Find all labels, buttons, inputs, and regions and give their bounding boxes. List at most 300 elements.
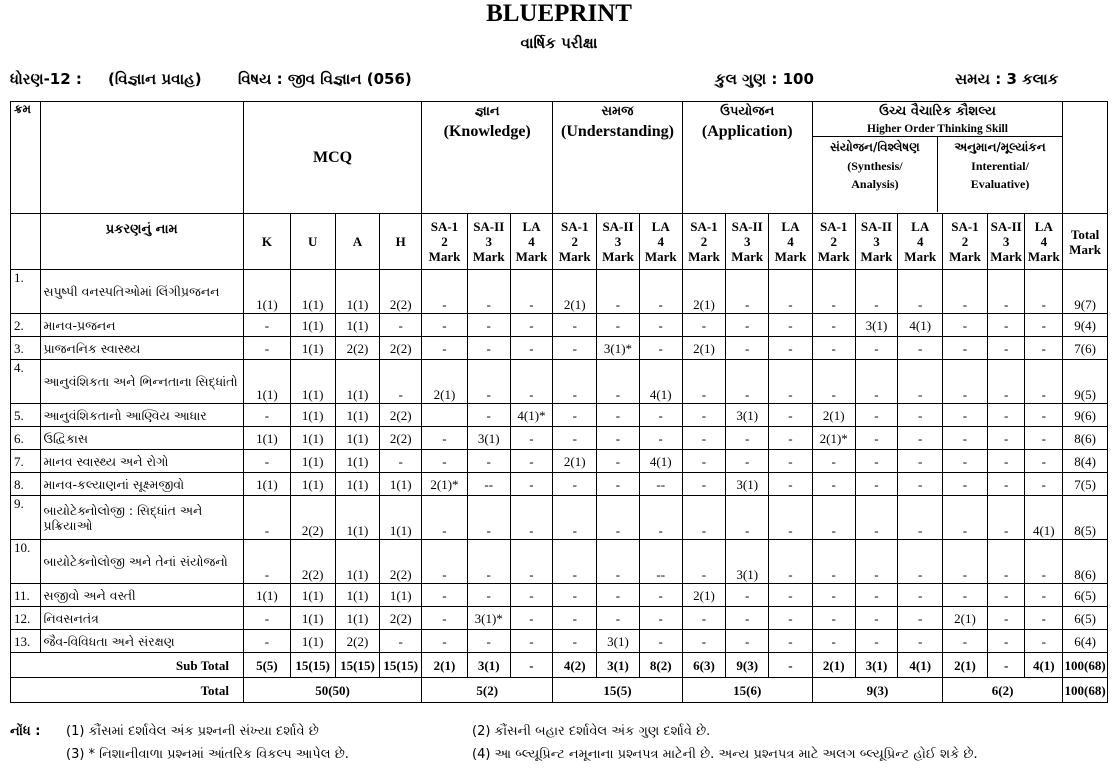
mark-type-line: Mark <box>817 249 850 264</box>
table-cell: - <box>726 270 769 314</box>
table-cell: - <box>812 584 855 607</box>
mark-type-line: SA-II <box>602 219 634 234</box>
table-cell: - <box>553 337 597 360</box>
mark-type-line: Mark <box>428 249 461 264</box>
table-cell: - <box>1025 540 1063 584</box>
table-cell: - <box>812 360 855 404</box>
topic-name: ઉદ્વિકાસ <box>40 427 244 450</box>
understanding-gu: સમજ <box>601 104 634 119</box>
table-cell: 3(1)* <box>597 337 640 360</box>
table-cell: 1(1) <box>290 270 335 314</box>
mark-type-line: 2 <box>441 234 448 249</box>
table-cell: 3(1) <box>726 404 769 427</box>
table-cell: - <box>244 607 291 630</box>
mark-type-line: LA <box>651 219 670 234</box>
blueprint-table <box>10 101 1108 703</box>
table-cell: 1(1) <box>380 584 422 607</box>
krama-sub-spacer <box>11 214 41 270</box>
table-cell: - <box>769 450 813 473</box>
table-cell: - <box>510 360 553 404</box>
application-gu: ઉપયોજન <box>720 104 775 119</box>
table-cell: - <box>510 607 553 630</box>
total-header-spacer <box>1063 102 1108 214</box>
subtotal-cell: - <box>510 653 553 678</box>
table-cell: - <box>553 404 597 427</box>
table-cell: - <box>898 450 943 473</box>
table-cell: - <box>682 427 726 450</box>
table-cell: - <box>682 473 726 496</box>
table-cell: - <box>467 540 510 584</box>
table-cell: - <box>898 584 943 607</box>
mark-type-line: SA-II <box>860 219 892 234</box>
table-cell: - <box>769 270 813 314</box>
table-cell: - <box>987 473 1025 496</box>
table-cell: - <box>597 427 640 450</box>
table-cell: - <box>1025 607 1063 630</box>
table-cell: 1(1) <box>290 450 335 473</box>
table-cell: - <box>467 630 510 653</box>
mark-type-line: Mark <box>774 249 807 264</box>
table-cell: - <box>855 404 898 427</box>
mark-type-line: SA-1 <box>690 219 718 234</box>
table-cell: - <box>898 337 943 360</box>
row-number: 9. <box>11 496 41 540</box>
application-sa1-header <box>682 214 726 270</box>
table-cell: - <box>898 427 943 450</box>
mark-type-line: 2 <box>961 234 969 249</box>
table-cell: 1(1) <box>244 270 291 314</box>
application-la-header <box>769 214 813 270</box>
subtotal-cell: - <box>769 653 813 678</box>
table-cell: - <box>769 496 813 540</box>
table-cell: 2(1) <box>422 360 468 404</box>
table-cell: - <box>244 540 291 584</box>
table-cell: 2(2) <box>380 540 422 584</box>
subtotal-cell: 15(15) <box>335 653 380 678</box>
total-row <box>11 678 1108 703</box>
table-cell: - <box>943 473 988 496</box>
knowledge-sa1-header <box>422 214 468 270</box>
table-cell: - <box>943 540 988 584</box>
table-cell: - <box>987 450 1025 473</box>
table-cell: - <box>987 584 1025 607</box>
mark-type-line: 2 <box>700 234 708 249</box>
table-cell: - <box>855 270 898 314</box>
table-cell: - <box>510 540 553 584</box>
table-cell: 1(1) <box>290 584 335 607</box>
table-cell: - <box>812 607 855 630</box>
row-number: 6. <box>11 427 41 450</box>
table-cell: - <box>597 540 640 584</box>
mark-type-line: LA <box>911 219 930 234</box>
table-cell: - <box>812 496 855 540</box>
knowledge-la-header <box>510 214 553 270</box>
table-cell: - <box>510 630 553 653</box>
table-cell: - <box>422 540 468 584</box>
table-cell: - <box>855 630 898 653</box>
table-cell: 2(2) <box>335 630 380 653</box>
table-cell: - <box>898 360 943 404</box>
subtotal-cell: 3(1) <box>467 653 510 678</box>
table-cell: -- <box>467 473 510 496</box>
table-cell: - <box>812 540 855 584</box>
table-cell: - <box>510 314 553 337</box>
table-cell: - <box>467 314 510 337</box>
topic-name: આનુવંશિકતા અને ભિન્નતાના સિદ્ધાંતો <box>40 360 244 404</box>
table-cell: - <box>855 584 898 607</box>
table-cell: - <box>597 584 640 607</box>
table-cell: - <box>639 630 682 653</box>
table-cell: - <box>422 314 468 337</box>
table-cell: - <box>380 360 422 404</box>
evaluative-en1: Interential/ <box>971 159 1029 173</box>
mark-type-line: Mark <box>688 249 720 264</box>
table-cell: - <box>943 360 988 404</box>
table-cell: 4(1) <box>1025 496 1063 540</box>
table-cell: 2(2) <box>290 496 335 540</box>
table-cell: - <box>769 630 813 653</box>
synthesis-la-header <box>898 214 943 270</box>
table-cell: - <box>943 496 988 540</box>
table-cell: - <box>422 607 468 630</box>
mark-type-line: SA-1 <box>951 219 979 234</box>
table-cell: - <box>553 360 597 404</box>
table-cell: 1(1) <box>244 360 291 404</box>
evaluative-header <box>938 137 1062 212</box>
row-number: 5. <box>11 404 41 427</box>
subtotal-cell: 4(1) <box>898 653 943 678</box>
table-cell: - <box>467 270 510 314</box>
mark-type-line: LA <box>781 219 800 234</box>
understanding-la-header <box>639 214 682 270</box>
table-cell: 2(2) <box>380 270 422 314</box>
table-cell: - <box>553 427 597 450</box>
table-cell: - <box>422 496 468 540</box>
table-cell: - <box>597 360 640 404</box>
table-cell: - <box>898 607 943 630</box>
table-cell: - <box>422 337 468 360</box>
table-cell: 3(1) <box>726 473 769 496</box>
table-cell: - <box>1025 314 1063 337</box>
table-cell: - <box>726 360 769 404</box>
table-cell: 1(1) <box>335 496 380 540</box>
topic-name: બાયોટેક્નોલોજી અને તેનાં સંયોજનો <box>40 540 244 584</box>
table-cell: - <box>682 540 726 584</box>
subtotal-cell: 15(15) <box>380 653 422 678</box>
evaluative-sa1-header <box>943 214 988 270</box>
table-row <box>11 630 1108 653</box>
table-cell: 2(1)* <box>812 427 855 450</box>
table-cell: - <box>987 360 1025 404</box>
table-cell: 8(6) <box>1063 540 1108 584</box>
note-4: (4) આ બ્લ્યૂપ્રિન્ટ નમૂનાના પ્રશ્નપત્ર માટેની છે. અન્ય પ્રશ્નપત્ર માટે અલગ બ્લ્યૂપ્રિન્ટ હોઈ શકે છે. <box>472 747 978 762</box>
table-cell: - <box>769 360 813 404</box>
table-cell: - <box>1025 360 1063 404</box>
table-cell: - <box>1025 270 1063 314</box>
table-cell: - <box>855 496 898 540</box>
table-cell: - <box>553 607 597 630</box>
table-cell: - <box>769 473 813 496</box>
table-cell: 1(1) <box>335 473 380 496</box>
subtotal-row <box>11 653 1108 678</box>
table-cell: - <box>987 496 1025 540</box>
mark-type-line: Mark <box>949 249 981 264</box>
mark-type-line: 4 <box>657 234 664 249</box>
table-cell: 9(6) <box>1063 404 1108 427</box>
table-cell: - <box>682 314 726 337</box>
table-cell: - <box>726 607 769 630</box>
table-cell: - <box>987 630 1025 653</box>
note-2: (2) કૌંસની બહાર દર્શાવેલ અંક ગુણ દર્શાવે છે. <box>472 724 711 739</box>
total-label: Total <box>11 678 244 703</box>
understanding-sa1-header <box>553 214 597 270</box>
table-cell: 2(1) <box>682 337 726 360</box>
row-number: 1. <box>11 270 41 314</box>
table-cell: - <box>726 337 769 360</box>
knowledge-gu: જ્ઞાન <box>474 104 500 119</box>
synthesis-gu: સંયોજન/વિશ્લેષણ <box>830 140 920 154</box>
topic-name: માનવ-કલ્યાણનાં સૂક્ષ્મજીવો <box>40 473 244 496</box>
table-cell: - <box>726 450 769 473</box>
table-cell: - <box>1025 584 1063 607</box>
table-cell: - <box>898 540 943 584</box>
table-row <box>11 450 1108 473</box>
mark-type-line: Mark <box>644 249 677 264</box>
note-1: (1) કૌંસમાં દર્શાવેલ અંક પ્રશ્નની સંખ્યા દર્શાવે છે <box>66 724 319 739</box>
table-cell: - <box>855 607 898 630</box>
table-cell: - <box>639 314 682 337</box>
table-cell: - <box>987 540 1025 584</box>
krama-header: ક્રમ <box>11 102 41 214</box>
table-cell: - <box>812 270 855 314</box>
total-understanding: 15(5) <box>553 678 682 703</box>
knowledge-sa2-header <box>467 214 510 270</box>
table-cell: - <box>244 314 291 337</box>
table-cell: - <box>682 496 726 540</box>
total-knowledge: 5(2) <box>422 678 553 703</box>
table-cell: - <box>467 496 510 540</box>
table-cell: - <box>553 540 597 584</box>
topic-header-spacer <box>40 102 244 214</box>
table-cell: - <box>597 496 640 540</box>
table-cell: - <box>812 630 855 653</box>
table-row <box>11 314 1108 337</box>
understanding-en: (Understanding) <box>561 123 674 140</box>
table-cell: 2(1) <box>943 607 988 630</box>
table-cell: 2(2) <box>290 540 335 584</box>
mark-type-line: Mark <box>990 249 1023 264</box>
mark-type-line: 4 <box>787 234 794 249</box>
std-label: ધોરણ-12 : <box>10 70 82 88</box>
notes-label: નોંધ : <box>10 724 41 739</box>
mark-type-line: Mark <box>904 249 937 264</box>
table-cell: 2(2) <box>380 404 422 427</box>
table-cell: - <box>682 360 726 404</box>
synthesis-sa2-header <box>855 214 898 270</box>
table-cell: - <box>639 584 682 607</box>
row-number: 2. <box>11 314 41 337</box>
mark-type-line: 4 <box>1040 234 1048 249</box>
row-number: 12. <box>11 607 41 630</box>
table-cell: 1(1) <box>335 360 380 404</box>
topic-name: સજીવો અને વસ્તી <box>40 584 244 607</box>
table-cell: - <box>422 584 468 607</box>
subject-label: વિષય : જીવ વિજ્ઞાન (056) <box>238 70 412 88</box>
total-grand: 100(68) <box>1063 678 1108 703</box>
mark-type-line: Mark <box>1027 249 1060 264</box>
total-mark-line: Mark <box>1069 241 1101 257</box>
topic-name: નિવસનતંત્ર <box>40 607 244 630</box>
subtotal-cell: 2(1) <box>422 653 468 678</box>
table-cell: - <box>726 584 769 607</box>
row-number: 11. <box>11 584 41 607</box>
table-cell: - <box>682 607 726 630</box>
table-cell: 1(1) <box>290 473 335 496</box>
table-cell: - <box>467 337 510 360</box>
table-cell: 1(1) <box>335 540 380 584</box>
table-cell: 1(1) <box>335 450 380 473</box>
subtotal-cell: - <box>987 653 1025 678</box>
table-cell: 4(1) <box>639 450 682 473</box>
table-cell: 2(1) <box>682 584 726 607</box>
subtotal-cell: 6(3) <box>682 653 726 678</box>
table-row <box>11 427 1108 450</box>
table-cell: - <box>553 630 597 653</box>
table-cell: - <box>467 404 510 427</box>
mark-type-line: SA-1 <box>819 219 848 234</box>
mark-type-line: 4 <box>528 234 535 249</box>
mark-type-line: Mark <box>602 249 634 264</box>
table-cell: 2(1) <box>682 270 726 314</box>
table-cell: 3(1) <box>467 427 510 450</box>
table-row <box>11 473 1108 496</box>
mark-type-line: 3 <box>743 234 751 249</box>
table-cell: - <box>769 427 813 450</box>
table-cell: 2(2) <box>380 607 422 630</box>
table-cell: 2(1)* <box>422 473 468 496</box>
table-cell: - <box>422 450 468 473</box>
table-cell: - <box>553 314 597 337</box>
mark-type-line: 3 <box>873 234 880 249</box>
table-cell: 1(1) <box>290 360 335 404</box>
table-cell: - <box>597 607 640 630</box>
table-cell: 8(4) <box>1063 450 1108 473</box>
table-cell: - <box>943 450 988 473</box>
table-cell: - <box>597 450 640 473</box>
table-cell: - <box>422 270 468 314</box>
total-mark-header <box>1063 214 1108 270</box>
table-row <box>11 270 1108 314</box>
table-cell: - <box>1025 427 1063 450</box>
table-cell: 2(2) <box>335 337 380 360</box>
table-cell: 1(1) <box>335 270 380 314</box>
table-cell: - <box>639 404 682 427</box>
mark-type-line: Mark <box>472 249 505 264</box>
table-cell: 3(1)* <box>467 607 510 630</box>
table-cell: - <box>553 584 597 607</box>
table-cell <box>422 404 468 427</box>
mark-type-line: 2 <box>571 234 578 249</box>
table-cell: 1(1) <box>290 630 335 653</box>
table-cell: - <box>510 584 553 607</box>
table-cell: - <box>769 314 813 337</box>
mark-type-line: 3 <box>1002 234 1010 249</box>
mcq-h-header: H <box>380 214 422 270</box>
table-cell: - <box>987 607 1025 630</box>
table-cell: - <box>380 314 422 337</box>
table-cell: - <box>682 630 726 653</box>
knowledge-en: (Knowledge) <box>443 123 531 140</box>
synthesis-en1: (Synthesis/ <box>847 159 903 173</box>
subtotal-cell: 5(5) <box>244 653 291 678</box>
hots-gu: ઉચ્ચ વૈચારિક કૌશલ્ય <box>879 104 996 119</box>
table-cell: - <box>987 270 1025 314</box>
evaluative-gu: અનુમાન/મૂલ્યાંકન <box>954 140 1046 154</box>
table-cell: - <box>510 450 553 473</box>
evaluative-sa2-header <box>987 214 1025 270</box>
table-cell: 7(5) <box>1063 473 1108 496</box>
time-label: સમય : 3 કલાક <box>955 70 1059 88</box>
table-cell: - <box>1025 404 1063 427</box>
table-row <box>11 584 1108 607</box>
table-cell: - <box>510 496 553 540</box>
table-cell: - <box>639 337 682 360</box>
mark-type-line: Mark <box>515 249 548 264</box>
application-sa2-header <box>726 214 769 270</box>
subtotal-cell: 9(3) <box>726 653 769 678</box>
mark-type-line: 3 <box>614 234 622 249</box>
table-cell: - <box>726 630 769 653</box>
total-application: 15(6) <box>682 678 812 703</box>
table-cell: 7(6) <box>1063 337 1108 360</box>
table-cell: 9(4) <box>1063 314 1108 337</box>
table-cell: - <box>597 473 640 496</box>
mcq-header: MCQ <box>244 102 422 214</box>
table-cell: - <box>943 314 988 337</box>
table-cell: - <box>812 337 855 360</box>
table-cell: - <box>943 337 988 360</box>
subtotal-cell: 4(2) <box>553 653 597 678</box>
row-number: 8. <box>11 473 41 496</box>
table-cell: 1(1) <box>335 607 380 630</box>
subtotal-cell: 2(1) <box>812 653 855 678</box>
total-synthesis: 9(3) <box>812 678 942 703</box>
subtotal-cell: 8(2) <box>639 653 682 678</box>
table-row <box>11 360 1108 404</box>
mark-type-line: SA-1 <box>430 219 459 234</box>
mark-type-line: LA <box>522 219 541 234</box>
table-cell: - <box>855 337 898 360</box>
mcq-a-header: A <box>335 214 380 270</box>
table-cell: 1(1) <box>244 473 291 496</box>
table-cell: - <box>597 314 640 337</box>
table-cell: 2(2) <box>380 427 422 450</box>
topic-name-header: પ્રકરણનું નામ <box>40 214 244 270</box>
total-mark-line: Total <box>1070 226 1100 242</box>
mark-type-line: SA-II <box>990 219 1022 234</box>
understanding-sa2-header <box>597 214 640 270</box>
mark-type-line: LA <box>1034 219 1053 234</box>
row-number: 3. <box>11 337 41 360</box>
table-cell: 2(1) <box>553 450 597 473</box>
table-row <box>11 540 1108 584</box>
table-cell: - <box>380 630 422 653</box>
mcq-u-header: U <box>290 214 335 270</box>
table-cell: - <box>244 496 291 540</box>
row-number: 13. <box>11 630 41 653</box>
table-cell: - <box>244 337 291 360</box>
row-number: 7. <box>11 450 41 473</box>
